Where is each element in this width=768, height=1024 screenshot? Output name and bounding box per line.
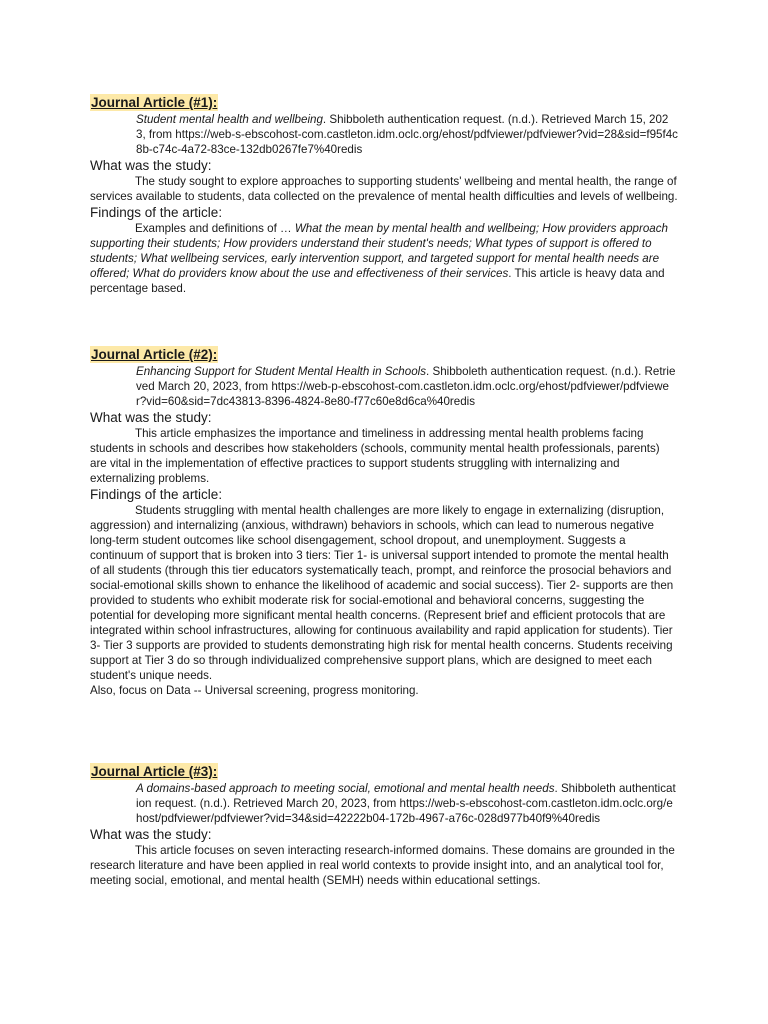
study-text: This article focuses on seven interacting research-informed domains. These domains are grounded in the research literature and have been applied in real world contexts to provide insight into, and an analytical tool for, meeting social, emotional, and mental health (SEMH) needs within educational settings. xyxy=(90,844,675,887)
study-label: What was the study: xyxy=(90,410,212,425)
study-label: What was the study: xyxy=(90,158,212,173)
findings-extra: Also, focus on Data -- Universal screening, progress monitoring. xyxy=(90,684,419,697)
citation-details: . Shibboleth authentication request. (n.d.). Retrieved March 15, 2023, from https://web-s-ebscohost-com.castleton.idm.oclc.org/ehost/pdfviewer/pdfviewer?vid=28&sid=f95f4c8b-c74c-4a72-83ce-132db0267fe7%40redis xyxy=(136,113,678,156)
citation-details: . Shibboleth authentication request. (n.d.). Retrieved March 20, 2023, from https://web-s-ebscohost-com.castleton.idm.oclc.org/ehost/pdfviewer/pdfviewer?vid=34&sid=42222b04-172b-4967-a76c-028d977b40f9%40redis xyxy=(136,782,676,825)
study-text: The study sought to explore approaches to supporting students' wellbeing and mental health, the range of services available to students, data collected on the prevalence of mental health difficulties and levels of wellbeing. xyxy=(90,175,678,203)
citation-title: Student mental health and wellbeing xyxy=(136,113,323,126)
study-label: What was the study: xyxy=(90,827,212,842)
journal-article-3 xyxy=(90,763,678,888)
findings-label: Findings of the article: xyxy=(90,205,223,220)
citation-details: . Shibboleth authentication request. (n.d.). Retrieved March 20, 2023, from https://web-p-ebscohost-com.castleton.idm.oclc.org/ehost/pdfviewer/pdfviewer?vid=60&sid=7dc43813-8396-4824-8e80-f77c60e8d6ca%40redis xyxy=(136,365,676,408)
citation-title: A domains-based approach to meeting social, emotional and mental health needs xyxy=(136,782,555,795)
journal-article-1 xyxy=(90,94,678,296)
findings-text: Students struggling with mental health challenges are more likely to engage in externalizing (disruption, aggression) and internalizing (anxious, withdrawn) behaviors in schools, which can lead to numerous negative long-term student outcomes like school disengagement, school dropout, and unemployment. Suggests a continuum of support that is broken into 3 tiers: Tier 1- is universal support intended to promote the mental health of all students (through this tier educators systematically teach, prompt, and reinforce the prosocial behaviors and social-emotional skills shown to enhance the likelihood of academic and social success). Tier 2- supports are then provided to students who exhibit moderate risk for social-emotional and behavioral concerns, suggesting the potential for developing more significant mental health concerns. (Represent brief and efficient protocols that are integrated within school infrastructures, allowing for continuous availability and rapid application for students). Tier 3- Tier 3 supports are provided to students demonstrating high risk for mental health concerns. Students receiving support at Tier 3 do so through individualized comprehensive support plans, which are designed to meet each student's unique needs. xyxy=(90,504,674,682)
article-citation xyxy=(136,112,678,157)
findings-tail: . This article is heavy data and percentage based. xyxy=(90,267,665,295)
findings-italic: What the mean by mental health and wellbeing; How providers approach supporting their students; How providers understand their student's needs; What types of support is offered to students; What wellbeing services, early intervention support, and targeted support for mental health needs are offered; What do providers know about the use and effectiveness of their services xyxy=(90,222,668,280)
findings-lead: Examples and definitions of … xyxy=(135,222,295,235)
article-heading: Journal Article (#3): xyxy=(91,764,218,779)
article-citation xyxy=(136,364,678,409)
study-text: This article emphasizes the importance and timeliness in addressing mental health problems facing students in schools and describes how stakeholders (schools, community mental health professionals, parents) are vital in the implementation of effective practices to support students struggling with internalizing and externalizing problems. xyxy=(90,427,660,485)
article-heading: Journal Article (#1): xyxy=(91,95,218,110)
findings-text xyxy=(90,221,678,296)
article-citation xyxy=(136,781,678,826)
citation-title: Enhancing Support for Student Mental Health in Schools xyxy=(136,365,427,378)
article-heading: Journal Article (#2): xyxy=(91,347,218,362)
findings-label: Findings of the article: xyxy=(90,487,223,502)
journal-article-2 xyxy=(90,346,678,698)
